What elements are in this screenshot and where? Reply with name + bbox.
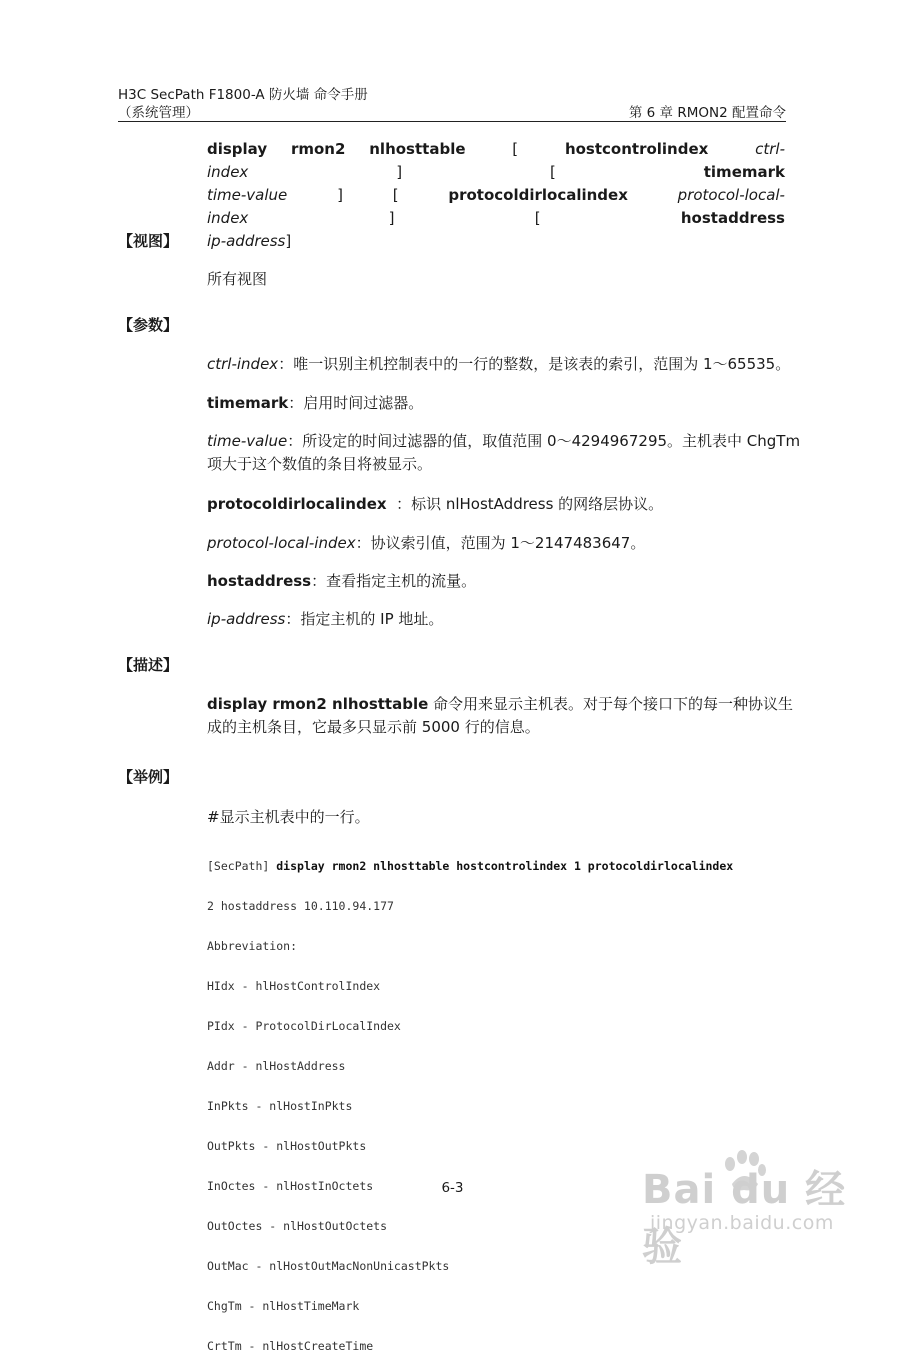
param-ctrl-index: ctrl-index：唯一识别主机控制表中的一行的整数，是该表的索引，范围为 1～65535。 <box>207 355 791 373</box>
code-line: 2 hostaddress 10.110.94.177 <box>207 899 394 913</box>
section-desc-heading: 【描述】 <box>118 656 179 674</box>
view-text: 所有视图 <box>207 270 268 288</box>
section-params-heading: 【参数】 <box>118 316 179 334</box>
code-line: Addr - nlHostAddress <box>207 1059 346 1073</box>
example-intro: #显示主机表中的一行。 <box>207 808 370 826</box>
syntax-line-3: ip-address] <box>207 232 292 250</box>
code-line: OutMac - nlHostOutMacNonUnicastPkts <box>207 1259 450 1273</box>
param-hostaddress: hostaddress：查看指定主机的流量。 <box>207 572 477 590</box>
param-timemark: timemark：启用时间过滤器。 <box>207 394 424 412</box>
section-view-heading: 【视图】 <box>118 232 179 250</box>
param-protocoldirlocalindex: protocoldirlocalindex ：标识 nlHostAddress 的网络层协议。 <box>207 495 664 513</box>
param-ip-address: ip-address：指定主机的 IP 地址。 <box>207 610 444 628</box>
baidu-jingyan-watermark <box>642 1150 862 1270</box>
description-text: display rmon2 nlhosttable 命令用来显示主机表。对于每个接口下的每一种协议生 成的主机条目，它最多只显示前 5000 行的信息。 <box>207 695 794 736</box>
code-line: CrtTm - nlHostCreateTime <box>207 1339 374 1353</box>
code-line: Abbreviation: <box>207 939 298 953</box>
syntax-line-2: time-value ] [ protocoldirlocalindex protocol-local-index ] [ hostaddress <box>207 186 785 227</box>
code-line: PIdx - ProtocolDirLocalIndex <box>207 1019 401 1033</box>
header-subtitle: （系统管理） <box>118 105 199 121</box>
code-line: OutPkts - nlHostOutPkts <box>207 1139 367 1153</box>
code-line: HIdx - hlHostControlIndex <box>207 979 381 993</box>
code-line: OutOctes - nlHostOutOctets <box>207 1219 388 1233</box>
code-command-line: [SecPath] display rmon2 nlhosttable hostcontrolindex 1 protocoldirlocalindex <box>207 859 734 873</box>
code-line: InOctes - nlHostInOctets <box>207 1179 374 1193</box>
syntax-line-1: display rmon2 nlhosttable [ hostcontrolindex ctrl-index ] [ timemark <box>207 140 785 181</box>
section-example-heading: 【举例】 <box>118 768 179 786</box>
command-syntax <box>207 138 785 253</box>
code-line: InPkts - nlHostInPkts <box>207 1099 353 1113</box>
param-time-value: time-value：所设定的时间过滤器的值，取值范围 0～4294967295。主机表中 ChgTm 项大于这个数值的条目将被显示。 <box>207 432 801 473</box>
watermark-logo: Bai du 经验 <box>642 1167 847 1270</box>
param-protocol-local-index: protocol-local-index：协议索引值，范围为 1～2147483647。 <box>207 534 646 552</box>
code-line: ChgTm - nlHostTimeMark <box>207 1299 360 1313</box>
header-product: H3C SecPath F1800-A 防火墙 命令手册 <box>118 87 368 103</box>
header-rule <box>118 121 786 122</box>
example-code-block <box>207 842 733 1370</box>
header-chapter: 第 6 章 RMON2 配置命令 <box>628 105 786 121</box>
page-number: 6-3 <box>441 1180 464 1196</box>
watermark-url: jingyan.baidu.com <box>650 1212 834 1234</box>
